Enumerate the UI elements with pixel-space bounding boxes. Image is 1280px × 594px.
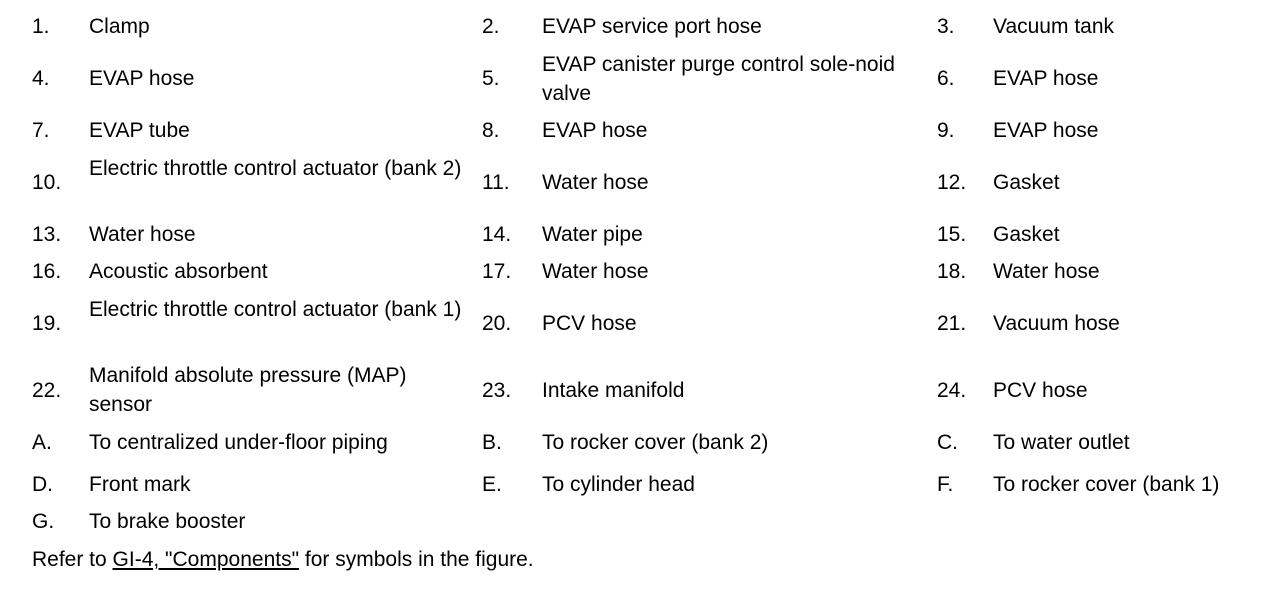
legend-number: E. xyxy=(482,473,502,496)
legend-description: EVAP canister purge control sole-noid valve xyxy=(542,53,895,105)
legend-description: EVAP hose xyxy=(542,119,648,142)
legend-description: To rocker cover (bank 1) xyxy=(993,473,1220,496)
legend-number: 13. xyxy=(32,223,62,246)
legend-number: 9. xyxy=(937,119,955,142)
note-suffix: for symbols in the figure. xyxy=(299,548,534,571)
legend-number: 24. xyxy=(937,379,967,402)
legend-description: Water pipe xyxy=(542,223,643,246)
legend-description: Water hose xyxy=(89,223,196,246)
legend-description: Water hose xyxy=(542,260,649,283)
legend-number: 22. xyxy=(32,379,62,402)
legend-number: D. xyxy=(32,473,53,496)
legend-description: PCV hose xyxy=(542,312,637,335)
legend-description: Vacuum tank xyxy=(993,15,1115,38)
legend-number: G. xyxy=(32,510,55,533)
legend-description: Electric throttle control actuator (bank 1) xyxy=(89,298,462,321)
legend-number: 2. xyxy=(482,15,500,38)
legend-description: To water outlet xyxy=(993,431,1130,454)
legend-description: To rocker cover (bank 2) xyxy=(542,431,769,454)
legend-number: 8. xyxy=(482,119,500,142)
legend-description: EVAP hose xyxy=(89,67,195,90)
reference-note xyxy=(32,545,534,574)
legend-description: EVAP tube xyxy=(89,119,190,142)
legend-number: 19. xyxy=(32,312,62,335)
legend-number: A. xyxy=(32,431,52,454)
legend-description: Intake manifold xyxy=(542,379,685,402)
components-reference-link[interactable]: GI-4, "Components" xyxy=(112,548,300,571)
legend-description: EVAP hose xyxy=(993,119,1099,142)
legend-number: 12. xyxy=(937,171,967,194)
note-prefix: Refer to xyxy=(32,548,113,571)
legend-description: Clamp xyxy=(89,15,150,38)
legend-number: 7. xyxy=(32,119,50,142)
legend-number: 23. xyxy=(482,379,512,402)
legend-number: 14. xyxy=(482,223,512,246)
legend-description: PCV hose xyxy=(993,379,1088,402)
legend-number: 6. xyxy=(937,67,955,90)
legend-number: 21. xyxy=(937,312,967,335)
legend-description: EVAP hose xyxy=(993,67,1099,90)
legend-description: Gasket xyxy=(993,223,1060,246)
legend-description: Vacuum hose xyxy=(993,312,1120,335)
legend-number: 15. xyxy=(937,223,967,246)
legend-description: EVAP service port hose xyxy=(542,15,762,38)
legend-description: Electric throttle control actuator (bank 2) xyxy=(89,157,462,180)
legend-number: 4. xyxy=(32,67,50,90)
legend-number: 3. xyxy=(937,15,955,38)
legend-description: Gasket xyxy=(993,171,1060,194)
legend-description: Water hose xyxy=(993,260,1100,283)
legend-description: Water hose xyxy=(542,171,649,194)
legend-number: F. xyxy=(937,473,954,496)
legend-number: 18. xyxy=(937,260,967,283)
legend-number: 1. xyxy=(32,15,50,38)
legend-number: 11. xyxy=(482,171,510,194)
legend-number: 17. xyxy=(482,260,512,283)
legend-description: Manifold absolute pressure (MAP) sensor xyxy=(89,364,407,416)
legend-description: Acoustic absorbent xyxy=(89,260,268,283)
legend-number: 16. xyxy=(32,260,62,283)
legend-description: To brake booster xyxy=(89,510,246,533)
legend-number: B. xyxy=(482,431,502,454)
legend-description: To cylinder head xyxy=(542,473,695,496)
legend-description: Front mark xyxy=(89,473,191,496)
legend-number: 5. xyxy=(482,67,500,90)
legend-description: To centralized under-floor piping xyxy=(89,431,388,454)
legend-number: 20. xyxy=(482,312,512,335)
legend-number: C. xyxy=(937,431,958,454)
legend-number: 10. xyxy=(32,171,62,194)
